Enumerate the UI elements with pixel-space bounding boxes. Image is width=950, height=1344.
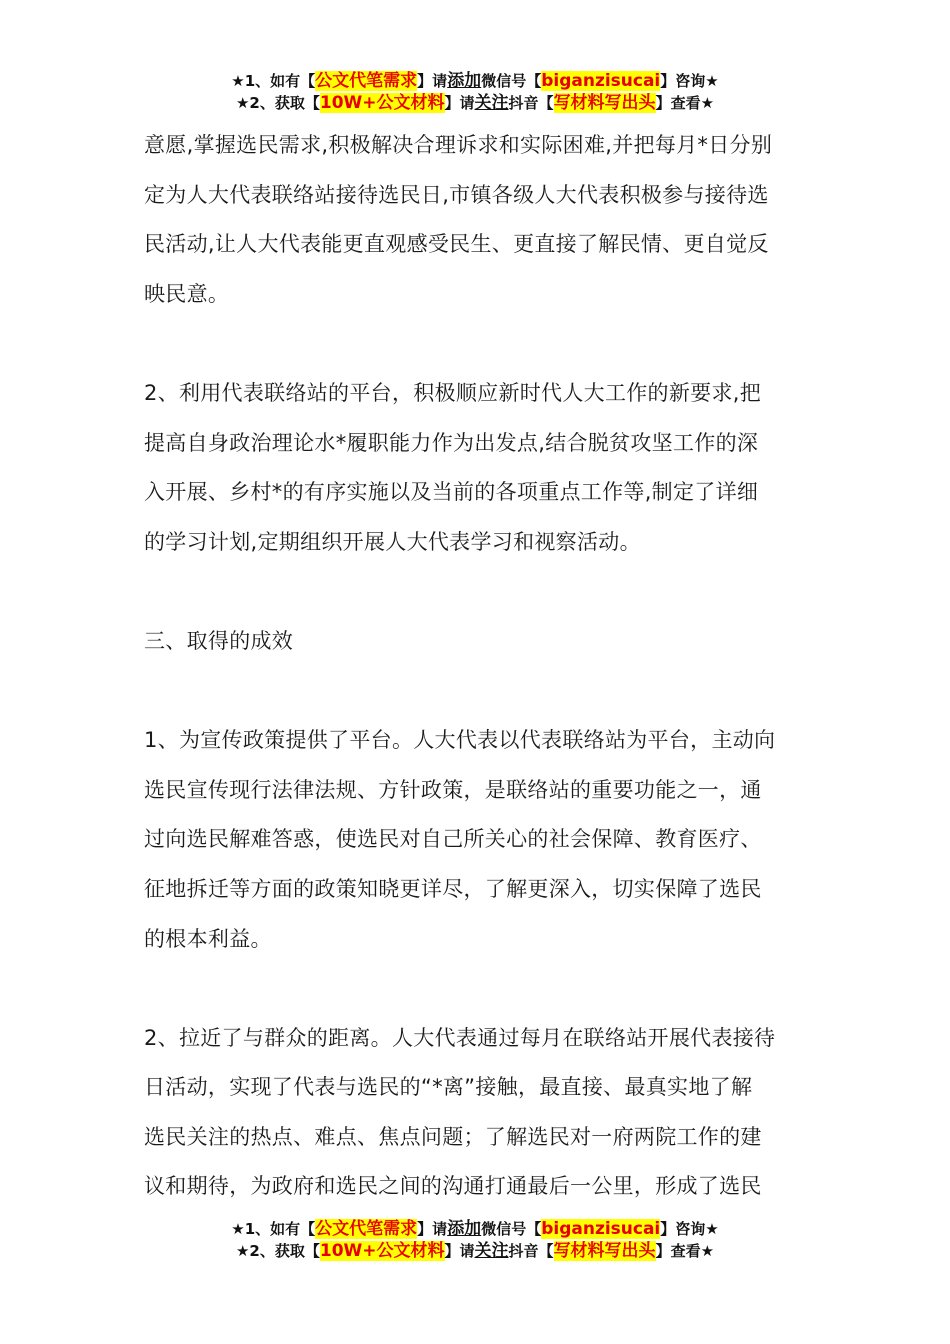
promo-line-1	[0, 1218, 950, 1240]
promo-line-1	[0, 70, 950, 92]
promo-text: 】请	[444, 1242, 475, 1260]
promo-text: 】请	[417, 1220, 448, 1238]
section-heading	[144, 617, 808, 667]
promo-wechat-id: biganzisucai	[541, 1219, 661, 1239]
promo-text: ★1、如有【	[231, 72, 316, 90]
promo-header	[0, 70, 950, 114]
text-line: 选民宣传现行法律法规、方针政策，是联络站的重要功能之一，通	[144, 777, 762, 802]
promo-line-2	[0, 1240, 950, 1262]
promo-text: 】咨询★	[660, 72, 719, 90]
promo-text: ★2、获取【	[235, 94, 320, 112]
heading-text: 三、取得的成效	[144, 628, 294, 653]
promo-highlight: 公文代笔需求	[315, 71, 418, 91]
paragraph-1	[144, 121, 808, 319]
promo-highlight: 10W+公文材料	[319, 93, 445, 113]
promo-underline: 添加	[447, 1219, 482, 1239]
text-line: 征地拆迁等方面的政策知晓更详尽，了解更深入，切实保障了选民	[144, 876, 762, 901]
promo-douyin-id: 写材料写出头	[553, 93, 656, 113]
paragraph-2	[144, 369, 808, 567]
promo-douyin-id: 写材料写出头	[553, 1241, 656, 1261]
text-line: 入开展、乡村*的有序实施以及当前的各项重点工作等,制定了详细	[144, 480, 759, 505]
promo-text: 抖音【	[508, 94, 554, 112]
text-line: 日活动，实现了代表与选民的“*离”接触，最直接、最真实地了解	[144, 1075, 753, 1100]
promo-text: 】查看★	[655, 94, 715, 112]
promo-footer	[0, 1218, 950, 1262]
text-line: 选民关注的热点、难点、焦点问题；了解选民对一府两院工作的建	[144, 1124, 762, 1149]
text-line: 映民意。	[144, 281, 230, 306]
text-line: 意愿,掌握选民需求,积极解决合理诉求和实际困难,并把每月*日分别	[144, 133, 773, 157]
promo-text: ★1、如有【	[231, 1220, 316, 1238]
promo-text: 】查看★	[655, 1242, 715, 1260]
text-line: 2、拉近了与群众的距离。人大代表通过每月在联络站开展代表接待	[144, 1025, 776, 1050]
promo-text: 】咨询★	[660, 1220, 719, 1238]
promo-underline: 关注	[474, 1241, 509, 1261]
promo-text: ★2、获取【	[235, 1242, 320, 1260]
text-line: 定为人大代表联络站接待选民日,市镇各级人大代表积极参与接待选	[144, 182, 769, 207]
promo-underline: 关注	[474, 93, 509, 113]
promo-text: 微信号【	[481, 72, 542, 90]
paragraph-4	[144, 1014, 808, 1212]
promo-text: 】请	[417, 72, 448, 90]
text-line: 过向选民解难答惑，使选民对自己所关心的社会保障、教育医疗、	[144, 827, 762, 852]
promo-wechat-id: biganzisucai	[541, 71, 661, 91]
text-line: 2、利用代表联络站的平台，积极顺应新时代人大工作的新要求,把	[144, 380, 762, 405]
text-line: 提高自身政治理论水*履职能力作为出发点,结合脱贫攻坚工作的深	[144, 430, 759, 455]
paragraph-3	[144, 716, 808, 964]
text-line: 民活动,让人大代表能更直观感受民生、更直接了解民情、更自觉反	[144, 232, 769, 257]
document-body	[144, 121, 808, 1212]
promo-line-2	[0, 92, 950, 114]
text-line: 1、为宣传政策提供了平台。人大代表以代表联络站为平台，主动向	[144, 728, 776, 753]
promo-highlight: 公文代笔需求	[315, 1219, 418, 1239]
text-line: 议和期待，为政府和选民之间的沟通打通最后一公里，形成了选民	[144, 1174, 762, 1199]
promo-text: 微信号【	[481, 1220, 542, 1238]
text-line: 的根本利益。	[144, 926, 272, 951]
promo-underline: 添加	[447, 71, 482, 91]
promo-text: 】请	[444, 94, 475, 112]
promo-highlight: 10W+公文材料	[319, 1241, 445, 1261]
promo-text: 抖音【	[508, 1242, 554, 1260]
text-line: 的学习计划,定期组织开展人大代表学习和视察活动。	[144, 529, 641, 554]
